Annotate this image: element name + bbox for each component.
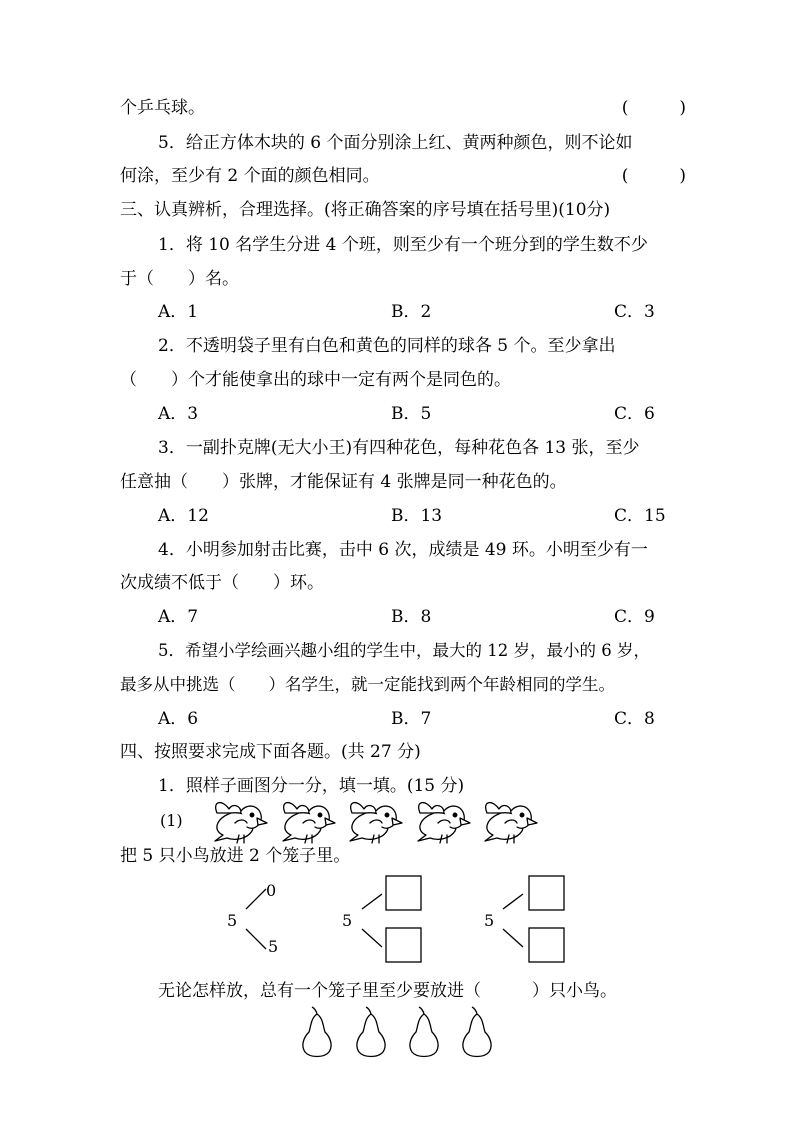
option-b[interactable]: B．2 [391, 302, 432, 322]
bird-row [215, 803, 537, 843]
branch-line [246, 929, 266, 949]
bird-icon [283, 803, 335, 843]
answer-paren[interactable]: ( ) [621, 98, 686, 118]
option-a[interactable]: A．1 [158, 302, 199, 322]
bird-icon [485, 803, 537, 843]
branch-line [362, 894, 382, 909]
bird-icon [418, 803, 470, 843]
option-c[interactable]: C．8 [614, 709, 655, 729]
pear-icon [410, 1007, 438, 1057]
option-c[interactable]: C．9 [614, 607, 655, 627]
line-text: 何涂，至少有 2 个面的颜色相同。 [120, 166, 380, 186]
question-1-line1: 1．将 10 名学生分进 4 个班，则至少有一个班分到的学生数不少 [158, 235, 648, 255]
example-total-number: 5 [227, 911, 238, 930]
section-4-title: 四、按照要求完成下面各题。(共 27 分) [120, 742, 421, 762]
pear-icon [357, 1007, 385, 1057]
question-3-line1: 3．一副扑克牌(无大小王)有四种花色，每种花色各 13 张，至少 [158, 438, 640, 458]
option-b[interactable]: B．13 [391, 506, 443, 526]
option-b[interactable]: B．7 [391, 709, 432, 729]
option-a[interactable]: A．7 [158, 607, 199, 627]
question-1-line2: 于（ ）名。 [120, 269, 239, 289]
line-text: 个乒乓球。 [120, 98, 205, 118]
question-1-title: 1．照样子画图分一分，填一填。(15 分) [158, 776, 465, 796]
question-2-line1: 2．不透明袋子里有白色和黄色的同样的球各 5 个。至少拿出 [158, 336, 616, 356]
answer-paren[interactable]: ( ) [621, 166, 686, 186]
option-c[interactable]: C．15 [614, 506, 666, 526]
total-number: 5 [484, 911, 495, 930]
bird-icon [215, 803, 267, 843]
conclusion-text: 无论怎样放，总有一个笼子里至少要放进（ ）只小鸟。 [158, 981, 617, 1001]
question-4-line2: 次成绩不低于（ ）环。 [120, 573, 324, 593]
empty-box[interactable] [386, 876, 421, 910]
example-bottom-number: 5 [268, 937, 279, 956]
option-b[interactable]: B．5 [391, 404, 432, 424]
pear-icon [303, 1007, 331, 1057]
section-3-title: 三、认真辨析，合理选择。(将正确答案的序号填在括号里)(10分) [120, 200, 611, 220]
example-top-number: 0 [266, 881, 277, 900]
empty-box[interactable] [529, 876, 564, 910]
question-2-line2: （ ）个才能使拿出的球中一定有两个是同色的。 [120, 370, 511, 390]
instruction-text: 把 5 只小鸟放进 2 个笼子里。 [120, 846, 351, 866]
empty-box[interactable] [386, 928, 421, 962]
question-3-line2: 任意抽（ ）张牌，才能保证有 4 张牌是同一种花色的。 [120, 472, 567, 492]
option-c[interactable]: C．6 [614, 404, 655, 424]
branch-line [503, 929, 523, 947]
statement-5: 5．给正方体木块的 6 个面分别涂上红、黄两种颜色，则不论如 [158, 133, 633, 153]
pear-icon [463, 1007, 491, 1057]
option-c[interactable]: C．3 [614, 302, 655, 322]
option-a[interactable]: A．3 [158, 404, 199, 424]
branch-line [362, 929, 382, 947]
total-number: 5 [342, 911, 353, 930]
question-4-line1: 4．小明参加射击比赛，击中 6 次，成绩是 49 环。小明至少有一 [158, 540, 648, 560]
option-a[interactable]: A．6 [158, 709, 199, 729]
pear-row [303, 1007, 491, 1057]
sub-question-label: (1) [160, 811, 183, 830]
option-a[interactable]: A．12 [158, 506, 209, 526]
question-5-line1: 5．希望小学绘画兴趣小组的学生中，最大的 12 岁，最小的 6 岁， [158, 641, 650, 660]
empty-box[interactable] [529, 928, 564, 962]
bird-icon [350, 803, 402, 843]
branch-line [503, 894, 523, 909]
question-5-line2: 最多从中挑选（ ）名学生，就一定能找到两个年龄相同的学生。 [120, 675, 615, 694]
branch-line [246, 889, 266, 909]
option-b[interactable]: B．8 [391, 607, 432, 627]
